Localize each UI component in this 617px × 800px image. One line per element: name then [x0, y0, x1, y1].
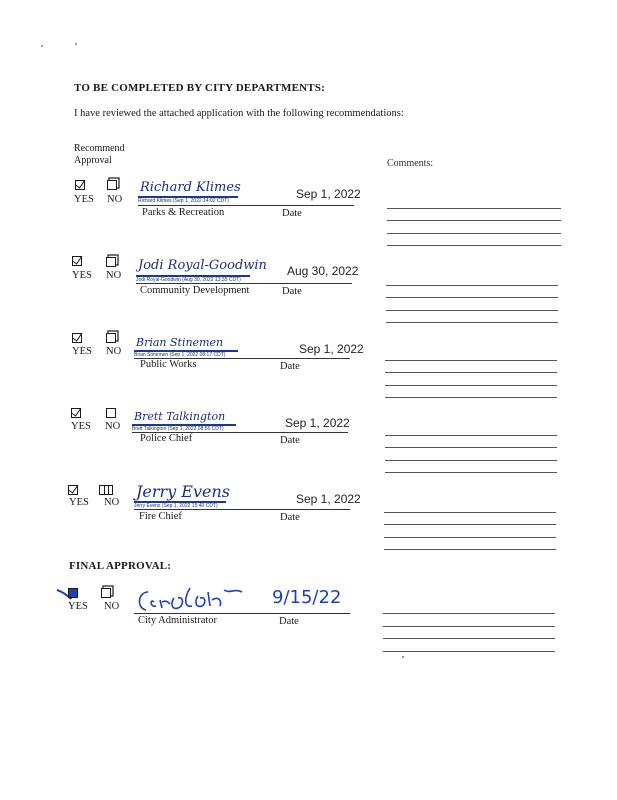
role-label: Fire Chief — [139, 511, 182, 522]
comment-line[interactable] — [385, 472, 557, 473]
comment-line[interactable] — [385, 360, 557, 361]
intro-text: I have reviewed the attached application with the following recommendations: — [74, 108, 404, 119]
yes-label: YES — [72, 346, 92, 357]
date-value: Sep 1, 2022 — [296, 187, 361, 201]
date-value: Aug 30, 2022 — [287, 264, 359, 278]
yes-label: YES — [68, 601, 88, 612]
signature: Jodi Royal-Goodwin — [138, 258, 267, 273]
comment-line[interactable] — [384, 524, 556, 525]
comments-label: Comments: — [387, 158, 434, 169]
role-label: City Administrator — [138, 615, 218, 626]
role-label: Police Chief — [140, 433, 193, 444]
final-approval-heading: FINAL APPROVAL: — [69, 560, 172, 572]
signature-line — [134, 509, 350, 510]
comment-line[interactable] — [386, 322, 558, 323]
comment-line[interactable] — [384, 549, 556, 550]
signature: Brett Talkington — [134, 410, 226, 423]
signature-stamp: Brian Stinemen (Sep 1, 2022 08:17 CDT) — [134, 352, 226, 358]
signature-line — [136, 283, 352, 284]
comment-line[interactable] — [385, 397, 557, 398]
signature-line — [138, 205, 354, 206]
comment-line[interactable] — [387, 233, 561, 234]
comment-line[interactable] — [385, 447, 557, 448]
no-checkbox[interactable] — [106, 408, 116, 418]
date-label: Date — [282, 208, 302, 219]
yes-label: YES — [71, 421, 91, 432]
no-checkbox[interactable] — [106, 333, 116, 343]
comment-line[interactable] — [386, 297, 558, 298]
yes-checkbox[interactable] — [68, 485, 78, 495]
comment-line[interactable] — [383, 651, 555, 652]
comment-line[interactable] — [387, 208, 561, 209]
comment-line[interactable] — [383, 613, 555, 614]
yes-checkbox[interactable] — [71, 408, 81, 418]
date-value: Sep 1, 2022 — [296, 492, 361, 506]
yes-checkbox[interactable] — [72, 333, 82, 343]
comment-line[interactable] — [383, 638, 555, 639]
no-checkbox[interactable] — [106, 257, 116, 267]
yes-checkbox[interactable] — [75, 180, 85, 190]
comment-line[interactable] — [385, 372, 557, 373]
final-date-value: 9/15/22 — [272, 587, 342, 608]
comment-line[interactable] — [384, 512, 556, 513]
role-label: Parks & Recreation — [142, 207, 225, 218]
yes-label: YES — [74, 194, 94, 205]
role-label: Public Works — [140, 359, 197, 370]
signature-stamp: Brett Talkington (Sep 1, 2022 08:55 CDT) — [132, 426, 224, 432]
date-label: Date — [280, 435, 300, 446]
comment-line[interactable] — [387, 245, 561, 246]
signature: Richard Klimes — [140, 180, 241, 195]
no-label: NO — [104, 497, 120, 508]
comment-line[interactable] — [384, 537, 556, 538]
date-label: Date — [282, 286, 302, 297]
yes-label: YES — [69, 497, 89, 508]
scan-speck — [75, 43, 77, 45]
comment-line[interactable] — [385, 460, 557, 461]
comment-line[interactable] — [385, 385, 557, 386]
date-value: Sep 1, 2022 — [299, 342, 364, 356]
signature: Brian Stinemen — [136, 336, 224, 349]
signature-stamp: Richard Klimes (Sep 1, 2022 14:02 CDT) — [138, 198, 229, 204]
no-label: NO — [106, 346, 122, 357]
no-checkbox[interactable] — [107, 180, 117, 190]
section-heading: TO BE COMPLETED BY CITY DEPARTMENTS: — [74, 82, 325, 94]
scan-speck — [402, 656, 404, 658]
approval-label: Approval — [74, 155, 112, 166]
date-label: Date — [280, 512, 300, 523]
no-label: NO — [105, 421, 121, 432]
scan-speck — [41, 45, 43, 47]
yes-checkbox[interactable] — [68, 588, 78, 598]
date-value: Sep 1, 2022 — [285, 416, 350, 430]
comment-line[interactable] — [386, 285, 558, 286]
signature: Jerry Evens — [136, 482, 231, 501]
no-checkbox[interactable] — [101, 588, 111, 598]
comment-line[interactable] — [383, 626, 555, 627]
yes-label: YES — [72, 270, 92, 281]
no-label: NO — [104, 601, 120, 612]
signature-line — [134, 613, 350, 614]
comment-line[interactable] — [387, 220, 561, 221]
comment-line[interactable] — [386, 310, 558, 311]
date-label: Date — [280, 361, 300, 372]
date-label: Date — [279, 616, 299, 627]
signature-stamp: Jodi Royal-Goodwin (Aug 30, 2022 13:35 CDT) — [136, 277, 241, 283]
signature-stamp: Jerry Evens (Sep 1, 2022 15:40 CDT) — [134, 503, 218, 509]
no-checkbox[interactable] — [99, 485, 113, 495]
no-label: NO — [106, 270, 122, 281]
comment-line[interactable] — [385, 435, 557, 436]
no-label: NO — [107, 194, 123, 205]
recommend-label: Recommend — [74, 143, 125, 154]
role-label: Community Development — [140, 285, 250, 296]
yes-checkbox[interactable] — [72, 256, 82, 266]
